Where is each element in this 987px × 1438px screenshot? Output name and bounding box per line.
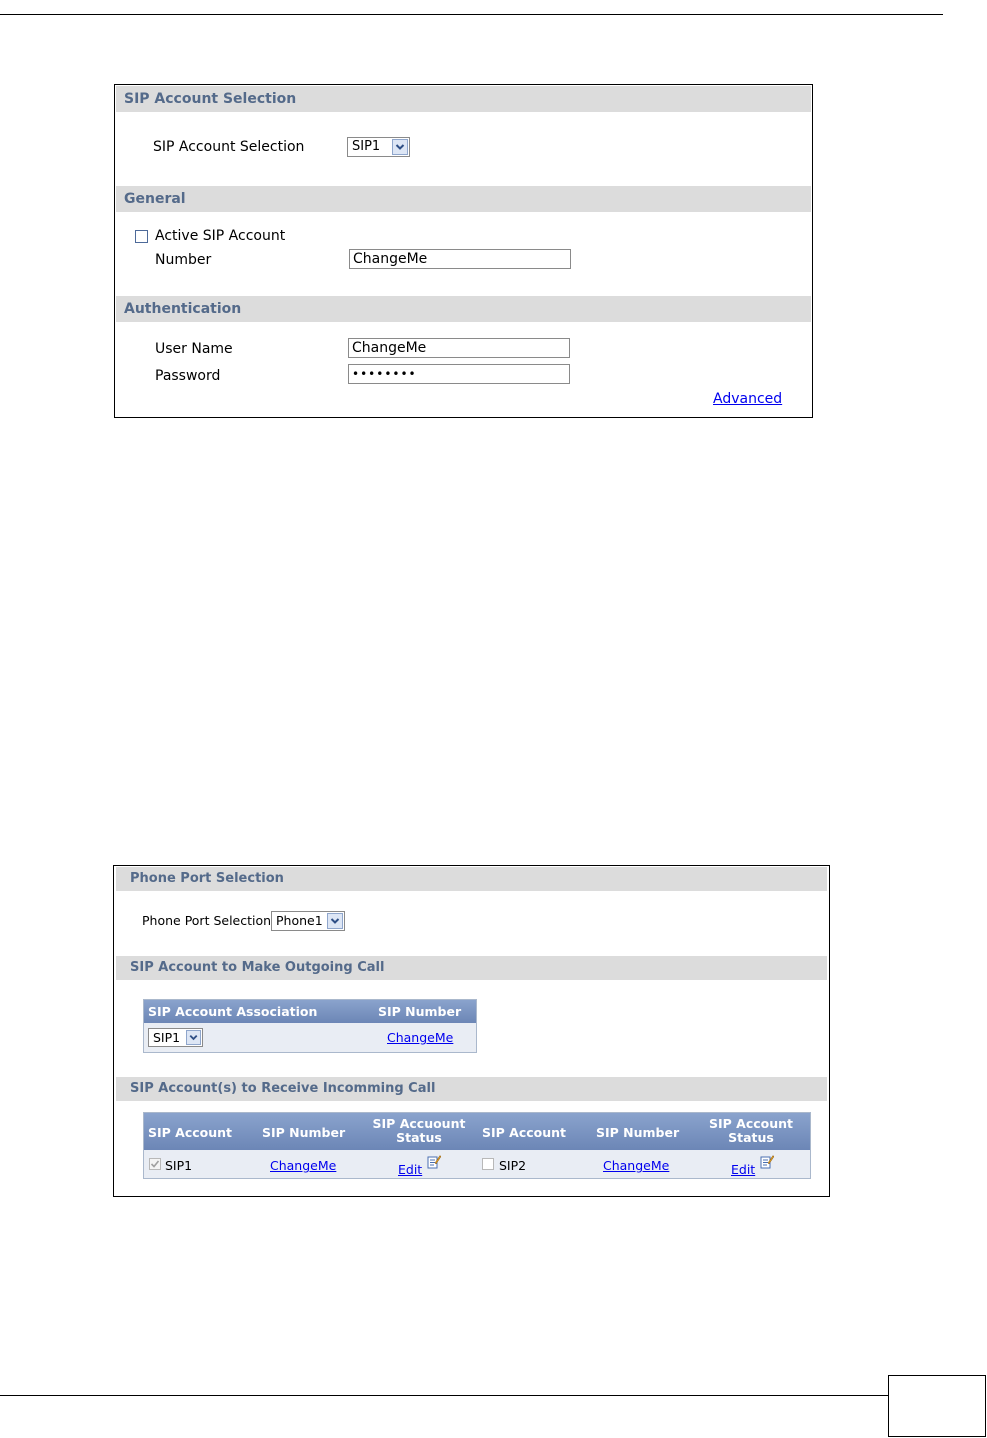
sip2-account-label: SIP2	[499, 1158, 527, 1173]
table-header-row	[144, 1000, 476, 1023]
column-header	[696, 1117, 806, 1145]
sip1-number-link[interactable]: ChangeMe	[270, 1158, 337, 1173]
sip2-receive-checkbox[interactable]	[482, 1158, 494, 1170]
phone-port-select[interactable]	[271, 911, 345, 931]
section-header-authentication: Authentication	[116, 296, 811, 322]
sip1-account-label: SIP1	[165, 1158, 193, 1173]
sip2-edit-button[interactable]	[731, 1154, 774, 1177]
number-input[interactable]: ChangeMe	[349, 249, 571, 269]
sip-account-select[interactable]	[347, 137, 410, 157]
sip1-edit-link[interactable]: Edit	[398, 1162, 423, 1177]
sip2-number-link[interactable]: ChangeMe	[603, 1158, 670, 1173]
page-number-box	[888, 1375, 986, 1437]
username-label: User Name	[155, 341, 233, 357]
column-header: SIP Account	[148, 1125, 233, 1140]
sip1-receive-checkbox[interactable]	[149, 1158, 161, 1170]
top-rule	[0, 14, 943, 15]
column-header	[364, 1117, 474, 1145]
column-header-line: SIP Account	[708, 1116, 794, 1131]
active-sip-account-checkbox[interactable]	[135, 230, 148, 243]
column-header-line: Status	[396, 1130, 442, 1145]
section-header-sip-account-selection: SIP Account Selection	[116, 86, 811, 112]
active-sip-account-label: Active SIP Account	[155, 228, 286, 244]
column-header: SIP Account Association	[148, 1004, 318, 1019]
phone-port-selection-label: Phone Port Selection	[142, 913, 272, 928]
bottom-rule	[0, 1395, 890, 1396]
phone-port-panel	[113, 865, 830, 1197]
sip-account-selection-label: SIP Account Selection	[153, 139, 305, 155]
column-header-line: SIP Accuount	[372, 1116, 466, 1131]
edit-icon[interactable]	[760, 1154, 774, 1170]
username-input[interactable]: ChangeMe	[348, 338, 570, 358]
incoming-call-table	[143, 1112, 811, 1179]
section-header-general: General	[116, 186, 811, 212]
password-label: Password	[155, 368, 221, 384]
sip1-edit-button[interactable]	[398, 1154, 441, 1177]
checkmark-icon	[150, 1159, 160, 1169]
chevron-down-icon[interactable]	[392, 139, 408, 155]
column-header: SIP Number	[596, 1125, 680, 1140]
section-header-incoming: SIP Account(s) to Receive Incomming Call	[116, 1077, 827, 1101]
column-header: SIP Account	[482, 1125, 567, 1140]
section-header-phone-port: Phone Port Selection	[116, 867, 827, 891]
table-header-row	[144, 1113, 810, 1150]
section-header-outgoing: SIP Account to Make Outgoing Call	[116, 956, 827, 980]
outgoing-call-table	[143, 999, 477, 1053]
edit-icon[interactable]	[427, 1154, 441, 1170]
column-header: SIP Number	[378, 1004, 462, 1019]
column-header: SIP Number	[262, 1125, 346, 1140]
advanced-link[interactable]: Advanced	[713, 391, 783, 407]
chevron-down-icon[interactable]	[186, 1030, 201, 1045]
password-input[interactable]: ••••••••	[348, 364, 570, 384]
outgoing-sip-account-select[interactable]	[148, 1028, 203, 1047]
phone-port-select-value: Phone1	[276, 913, 323, 928]
column-header-line: Status	[728, 1130, 774, 1145]
outgoing-sip-number-link[interactable]: ChangeMe	[387, 1030, 454, 1045]
sip-account-select-value: SIP1	[352, 139, 381, 154]
number-label: Number	[155, 252, 212, 268]
chevron-down-icon[interactable]	[327, 913, 343, 929]
sip2-edit-link[interactable]: Edit	[731, 1162, 756, 1177]
outgoing-sip-account-value: SIP1	[153, 1030, 181, 1045]
sip-account-panel	[114, 84, 813, 418]
